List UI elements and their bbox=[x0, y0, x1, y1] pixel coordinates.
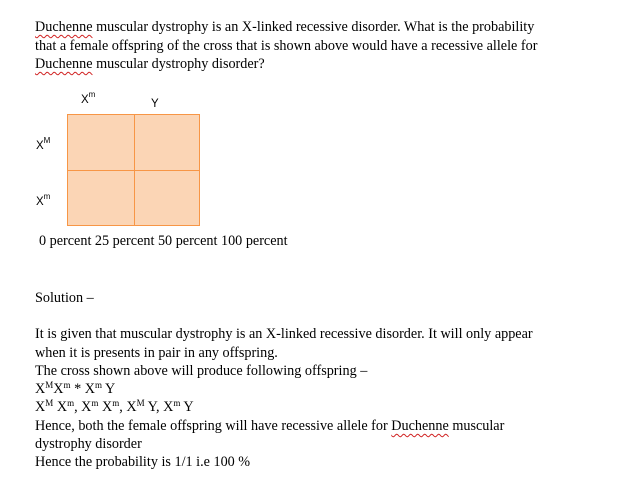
solution-block bbox=[35, 289, 610, 472]
misspelled-word-duchenne: Duchenne bbox=[35, 19, 93, 35]
punnett-square bbox=[28, 90, 203, 230]
question-block bbox=[35, 18, 610, 74]
cross-genotype: $X^MX^m * X^m$ Y bbox=[35, 380, 116, 398]
row-header-xm: $X^m$ bbox=[36, 192, 51, 208]
answer-options: 0 percent 25 percent 50 percent 100 percent bbox=[39, 233, 288, 249]
misspelled-word-duchenne: Duchenne bbox=[391, 417, 449, 434]
misspelled-word-duchenne: Duchenne bbox=[35, 56, 93, 72]
punnett-grid bbox=[67, 114, 200, 226]
question-line-1 bbox=[35, 18, 610, 37]
row-header-xM: $X^M$ bbox=[36, 136, 51, 152]
solution-heading: Solution – bbox=[35, 290, 94, 306]
solution-conclusion: Hence the probability is 1/1 i.e 100 % bbox=[35, 454, 251, 471]
column-header-y: Y bbox=[151, 98, 159, 110]
solution-line: It is given that muscular dystrophy is an X-linked recessive disorder. It will only appear bbox=[35, 326, 533, 343]
question-text: muscular dystrophy disorder? bbox=[92, 56, 265, 72]
offspring-genotypes: $X^M$ $X^m$, $X^m$ $X^m$, $X^M$ Y, $X^m$ Y bbox=[35, 398, 194, 416]
solution-line: The cross shown above will produce following offspring – bbox=[35, 362, 368, 379]
question-text: muscular dystrophy is an X-linked recessive disorder. What is the probability bbox=[92, 19, 535, 35]
question-line-2: that a female offspring of the cross that is shown above would have a recessive allele for bbox=[35, 37, 538, 54]
question-line-3 bbox=[35, 55, 610, 74]
solution-line: dystrophy disorder bbox=[35, 436, 142, 453]
grid-divider-horizontal bbox=[68, 170, 199, 171]
solution-line: Hence, both the female offspring will have recessive allele for Duchenne muscular bbox=[35, 417, 505, 434]
solution-line: when it is presents in pair in any offspring. bbox=[35, 344, 278, 361]
column-header-xm: $X^m$ bbox=[81, 90, 96, 106]
